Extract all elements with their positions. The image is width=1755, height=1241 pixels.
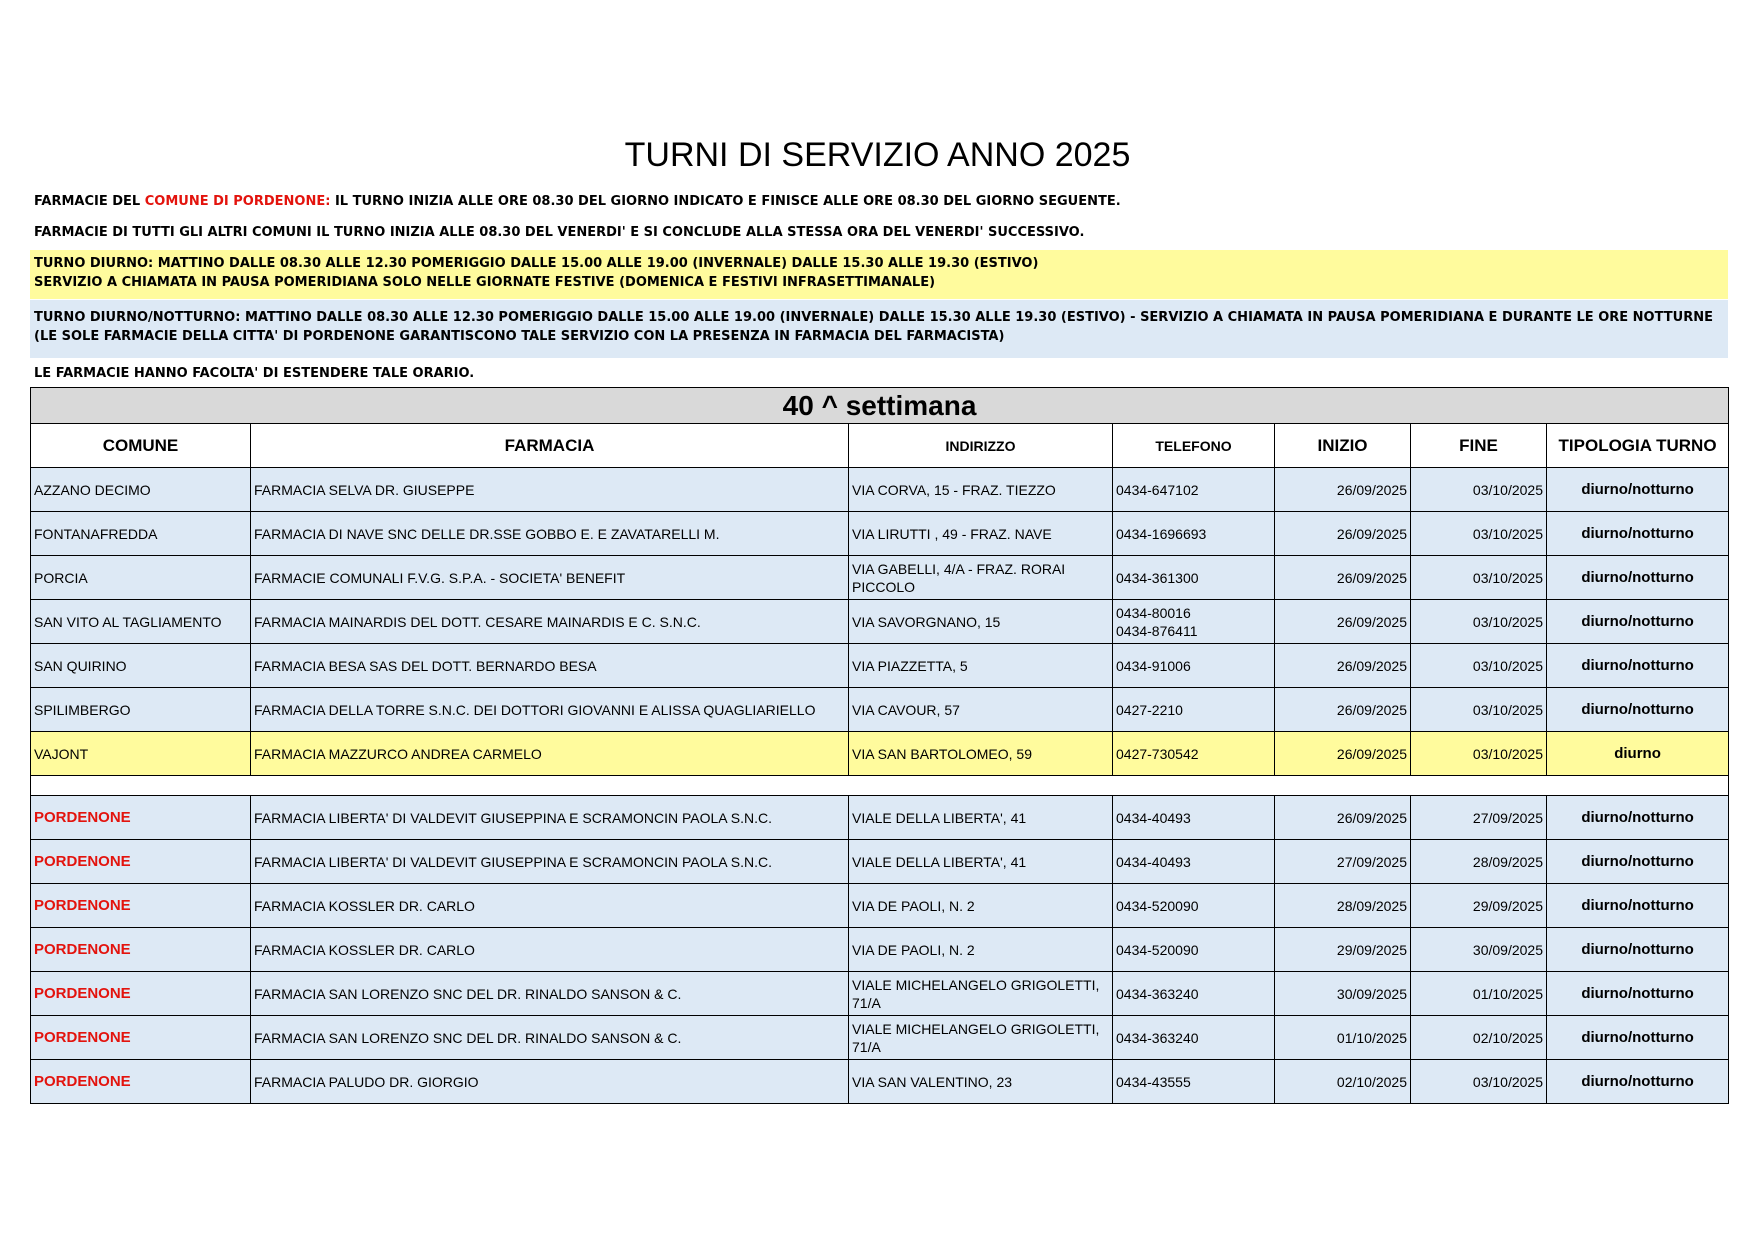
cell-inizio: 26/09/2025	[1275, 512, 1411, 556]
note-prefix: FARMACIE DEL	[34, 194, 145, 209]
cell-fine: 03/10/2025	[1411, 600, 1547, 644]
cell-inizio: 26/09/2025	[1275, 644, 1411, 688]
cell-indirizzo: VIA PIAZZETTA, 5	[849, 644, 1113, 688]
cell-tipologia: diurno/notturno	[1547, 928, 1729, 972]
cell-telefono: 0434-40493	[1113, 840, 1275, 884]
table-row	[31, 796, 1729, 840]
cell-comune: PORDENONE	[31, 884, 251, 928]
cell-fine: 02/10/2025	[1411, 1016, 1547, 1060]
col-header-comune: COMUNE	[31, 424, 251, 468]
cell-indirizzo: VIA DE PAOLI, N. 2	[849, 884, 1113, 928]
cell-comune: FONTANAFREDDA	[31, 512, 251, 556]
table-row	[31, 732, 1729, 776]
cell-tipologia: diurno/notturno	[1547, 512, 1729, 556]
cell-telefono: 0427-2210	[1113, 688, 1275, 732]
table-row	[31, 840, 1729, 884]
cell-farmacia: FARMACIA DI NAVE SNC DELLE DR.SSE GOBBO E. E ZAVATARELLI M.	[251, 512, 849, 556]
cell-inizio: 29/09/2025	[1275, 928, 1411, 972]
table-row	[31, 512, 1729, 556]
cell-fine: 03/10/2025	[1411, 556, 1547, 600]
cell-farmacia: FARMACIA LIBERTA' DI VALDEVIT GIUSEPPINA E SCRAMONCIN PAOLA S.N.C.	[251, 840, 849, 884]
cell-inizio: 26/09/2025	[1275, 468, 1411, 512]
cell-fine: 28/09/2025	[1411, 840, 1547, 884]
cell-comune: PORDENONE	[31, 972, 251, 1016]
section-spacer-row	[31, 776, 1729, 796]
table-row	[31, 644, 1729, 688]
cell-indirizzo: VIA SAN VALENTINO, 23	[849, 1060, 1113, 1104]
cell-farmacia: FARMACIA KOSSLER DR. CARLO	[251, 884, 849, 928]
diurno-line-1: TURNO DIURNO: MATTINO DALLE 08.30 ALLE 12.30 POMERIGGIO DALLE 15.00 ALLE 19.00 (INVERNALE) DALLE 15.30 ALLE 19.30 (ESTIVO)	[34, 256, 1039, 271]
cell-tipologia: diurno	[1547, 732, 1729, 776]
cell-comune: PORDENONE	[31, 840, 251, 884]
cell-indirizzo: VIALE DELLA LIBERTA', 41	[849, 796, 1113, 840]
cell-comune: PORDENONE	[31, 1060, 251, 1104]
cell-farmacia: FARMACIA SAN LORENZO SNC DEL DR. RINALDO SANSON & C.	[251, 1016, 849, 1060]
table-row	[31, 928, 1729, 972]
column-header-row	[31, 424, 1729, 468]
cell-tipologia: diurno/notturno	[1547, 1016, 1729, 1060]
cell-inizio: 01/10/2025	[1275, 1016, 1411, 1060]
cell-tipologia: diurno/notturno	[1547, 884, 1729, 928]
cell-inizio: 26/09/2025	[1275, 796, 1411, 840]
facolta-note: LE FARMACIE HANNO FACOLTA' DI ESTENDERE TALE ORARIO.	[34, 366, 475, 381]
cell-tipologia: diurno/notturno	[1547, 644, 1729, 688]
cell-farmacia: FARMACIA BESA SAS DEL DOTT. BERNARDO BESA	[251, 644, 849, 688]
col-header-telefono: TELEFONO	[1113, 424, 1275, 468]
table-row	[31, 884, 1729, 928]
week-header-row	[31, 388, 1729, 424]
cell-fine: 03/10/2025	[1411, 1060, 1547, 1104]
table-row	[31, 688, 1729, 732]
cell-comune: VAJONT	[31, 732, 251, 776]
cell-telefono: 0427-730542	[1113, 732, 1275, 776]
cell-farmacia: FARMACIA SELVA DR. GIUSEPPE	[251, 468, 849, 512]
cell-telefono: 0434-43555	[1113, 1060, 1275, 1104]
cell-telefono: 0434-647102	[1113, 468, 1275, 512]
cell-telefono: 0434-361300	[1113, 556, 1275, 600]
cell-comune: SPILIMBERGO	[31, 688, 251, 732]
other-comuni-note: FARMACIE DI TUTTI GLI ALTRI COMUNI IL TURNO INIZIA ALLE 08.30 DEL VENERDI' E SI CONCLUDE ALLA STESSA ORA DEL VENERDI' SUCCESSIVO.	[34, 225, 1085, 240]
cell-fine: 29/09/2025	[1411, 884, 1547, 928]
pordenone-schedule-note	[34, 192, 1724, 211]
table-row	[31, 556, 1729, 600]
cell-farmacia: FARMACIE COMUNALI F.V.G. S.P.A. - SOCIETA' BENEFIT	[251, 556, 849, 600]
cell-farmacia: FARMACIA MAZZURCO ANDREA CARMELO	[251, 732, 849, 776]
cell-fine: 03/10/2025	[1411, 644, 1547, 688]
cell-inizio: 27/09/2025	[1275, 840, 1411, 884]
cell-telefono: 0434-80016 0434-876411	[1113, 600, 1275, 644]
note-comune-highlight: COMUNE DI PORDENONE:	[144, 194, 331, 209]
cell-indirizzo: VIA GABELLI, 4/A - FRAZ. RORAI PICCOLO	[849, 556, 1113, 600]
cell-inizio: 02/10/2025	[1275, 1060, 1411, 1104]
page-title: TURNI DI SERVIZIO ANNO 2025	[624, 136, 1131, 174]
cell-tipologia: diurno/notturno	[1547, 1060, 1729, 1104]
cell-fine: 03/10/2025	[1411, 732, 1547, 776]
cell-comune: PORCIA	[31, 556, 251, 600]
cell-farmacia: FARMACIA KOSSLER DR. CARLO	[251, 928, 849, 972]
cell-farmacia: FARMACIA SAN LORENZO SNC DEL DR. RINALDO SANSON & C.	[251, 972, 849, 1016]
week-label: 40 ^ settimana	[31, 388, 1729, 424]
cell-fine: 27/09/2025	[1411, 796, 1547, 840]
diurno-line-2: SERVIZIO A CHIAMATA IN PAUSA POMERIDIANA SOLO NELLE GIORNATE FESTIVE (DOMENICA E FESTIVI INFRASETTIMANALE)	[34, 275, 936, 290]
cell-indirizzo: VIA SAN BARTOLOMEO, 59	[849, 732, 1113, 776]
turno-diurno-band	[30, 250, 1728, 299]
cell-telefono: 0434-363240	[1113, 1016, 1275, 1060]
cell-telefono: 0434-1696693	[1113, 512, 1275, 556]
cell-farmacia: FARMACIA PALUDO DR. GIORGIO	[251, 1060, 849, 1104]
col-header-inizio: INIZIO	[1275, 424, 1411, 468]
cell-tipologia: diurno/notturno	[1547, 688, 1729, 732]
table-body	[31, 468, 1729, 1104]
cell-comune: AZZANO DECIMO	[31, 468, 251, 512]
turni-table	[30, 387, 1729, 1104]
cell-inizio: 26/09/2025	[1275, 600, 1411, 644]
col-header-fine: FINE	[1411, 424, 1547, 468]
cell-inizio: 26/09/2025	[1275, 732, 1411, 776]
table-row	[31, 468, 1729, 512]
cell-comune: SAN VITO AL TAGLIAMENTO	[31, 600, 251, 644]
cell-inizio: 26/09/2025	[1275, 688, 1411, 732]
cell-indirizzo: VIA SAVORGNANO, 15	[849, 600, 1113, 644]
table-row	[31, 1016, 1729, 1060]
table-row	[31, 1060, 1729, 1104]
cell-tipologia: diurno/notturno	[1547, 972, 1729, 1016]
cell-comune: PORDENONE	[31, 796, 251, 840]
cell-comune: PORDENONE	[31, 1016, 251, 1060]
cell-fine: 01/10/2025	[1411, 972, 1547, 1016]
cell-fine: 03/10/2025	[1411, 688, 1547, 732]
cell-telefono: 0434-363240	[1113, 972, 1275, 1016]
cell-indirizzo: VIA CAVOUR, 57	[849, 688, 1113, 732]
col-header-indirizzo: INDIRIZZO	[849, 424, 1113, 468]
cell-farmacia: FARMACIA LIBERTA' DI VALDEVIT GIUSEPPINA E SCRAMONCIN PAOLA S.N.C.	[251, 796, 849, 840]
cell-comune: PORDENONE	[31, 928, 251, 972]
cell-indirizzo: VIA CORVA, 15 - FRAZ. TIEZZO	[849, 468, 1113, 512]
cell-indirizzo: VIA DE PAOLI, N. 2	[849, 928, 1113, 972]
cell-inizio: 30/09/2025	[1275, 972, 1411, 1016]
cell-inizio: 26/09/2025	[1275, 556, 1411, 600]
table-row	[31, 972, 1729, 1016]
cell-tipologia: diurno/notturno	[1547, 840, 1729, 884]
cell-comune: SAN QUIRINO	[31, 644, 251, 688]
spacer-cell	[31, 776, 1729, 796]
cell-tipologia: diurno/notturno	[1547, 600, 1729, 644]
cell-fine: 03/10/2025	[1411, 468, 1547, 512]
cell-tipologia: diurno/notturno	[1547, 556, 1729, 600]
cell-inizio: 28/09/2025	[1275, 884, 1411, 928]
cell-telefono: 0434-91006	[1113, 644, 1275, 688]
cell-fine: 30/09/2025	[1411, 928, 1547, 972]
cell-telefono: 0434-520090	[1113, 884, 1275, 928]
note-suffix: IL TURNO INIZIA ALLE ORE 08.30 DEL GIORNO INDICATO E FINISCE ALLE ORE 08.30 DEL GIORNO SEGUENTE.	[330, 194, 1121, 209]
cell-farmacia: FARMACIA DELLA TORRE S.N.C. DEI DOTTORI GIOVANNI E ALISSA QUAGLIARIELLO	[251, 688, 849, 732]
col-header-farmacia: FARMACIA	[251, 424, 849, 468]
cell-indirizzo: VIALE MICHELANGELO GRIGOLETTI, 71/A	[849, 972, 1113, 1016]
cell-indirizzo: VIA LIRUTTI , 49 - FRAZ. NAVE	[849, 512, 1113, 556]
cell-indirizzo: VIALE MICHELANGELO GRIGOLETTI, 71/A	[849, 1016, 1113, 1060]
cell-farmacia: FARMACIA MAINARDIS DEL DOTT. CESARE MAINARDIS E C. S.N.C.	[251, 600, 849, 644]
col-header-tipologia: TIPOLOGIA TURNO	[1547, 424, 1729, 468]
cell-tipologia: diurno/notturno	[1547, 468, 1729, 512]
cell-tipologia: diurno/notturno	[1547, 796, 1729, 840]
cell-telefono: 0434-40493	[1113, 796, 1275, 840]
cell-indirizzo: VIALE DELLA LIBERTA', 41	[849, 840, 1113, 884]
table-row	[31, 600, 1729, 644]
cell-telefono: 0434-520090	[1113, 928, 1275, 972]
turno-notturno-band: TURNO DIURNO/NOTTURNO: MATTINO DALLE 08.30 ALLE 12.30 POMERIGGIO DALLE 15.00 ALLE 19.00 (INVERNALE) DALLE 15.30 ALLE 19.30 (ESTIVO) - SERVIZIO A CHIAMATA IN PAUSA POMERIDIANA E DURANTE LE ORE NOTTURNE (LE SOLE FARMACIE DELLA CITTA' DI PORDENONE GARANTISCONO TALE SERVIZIO CON LA PRESENZA IN FARMACIA DEL FARMACISTA)	[30, 300, 1728, 358]
cell-fine: 03/10/2025	[1411, 512, 1547, 556]
